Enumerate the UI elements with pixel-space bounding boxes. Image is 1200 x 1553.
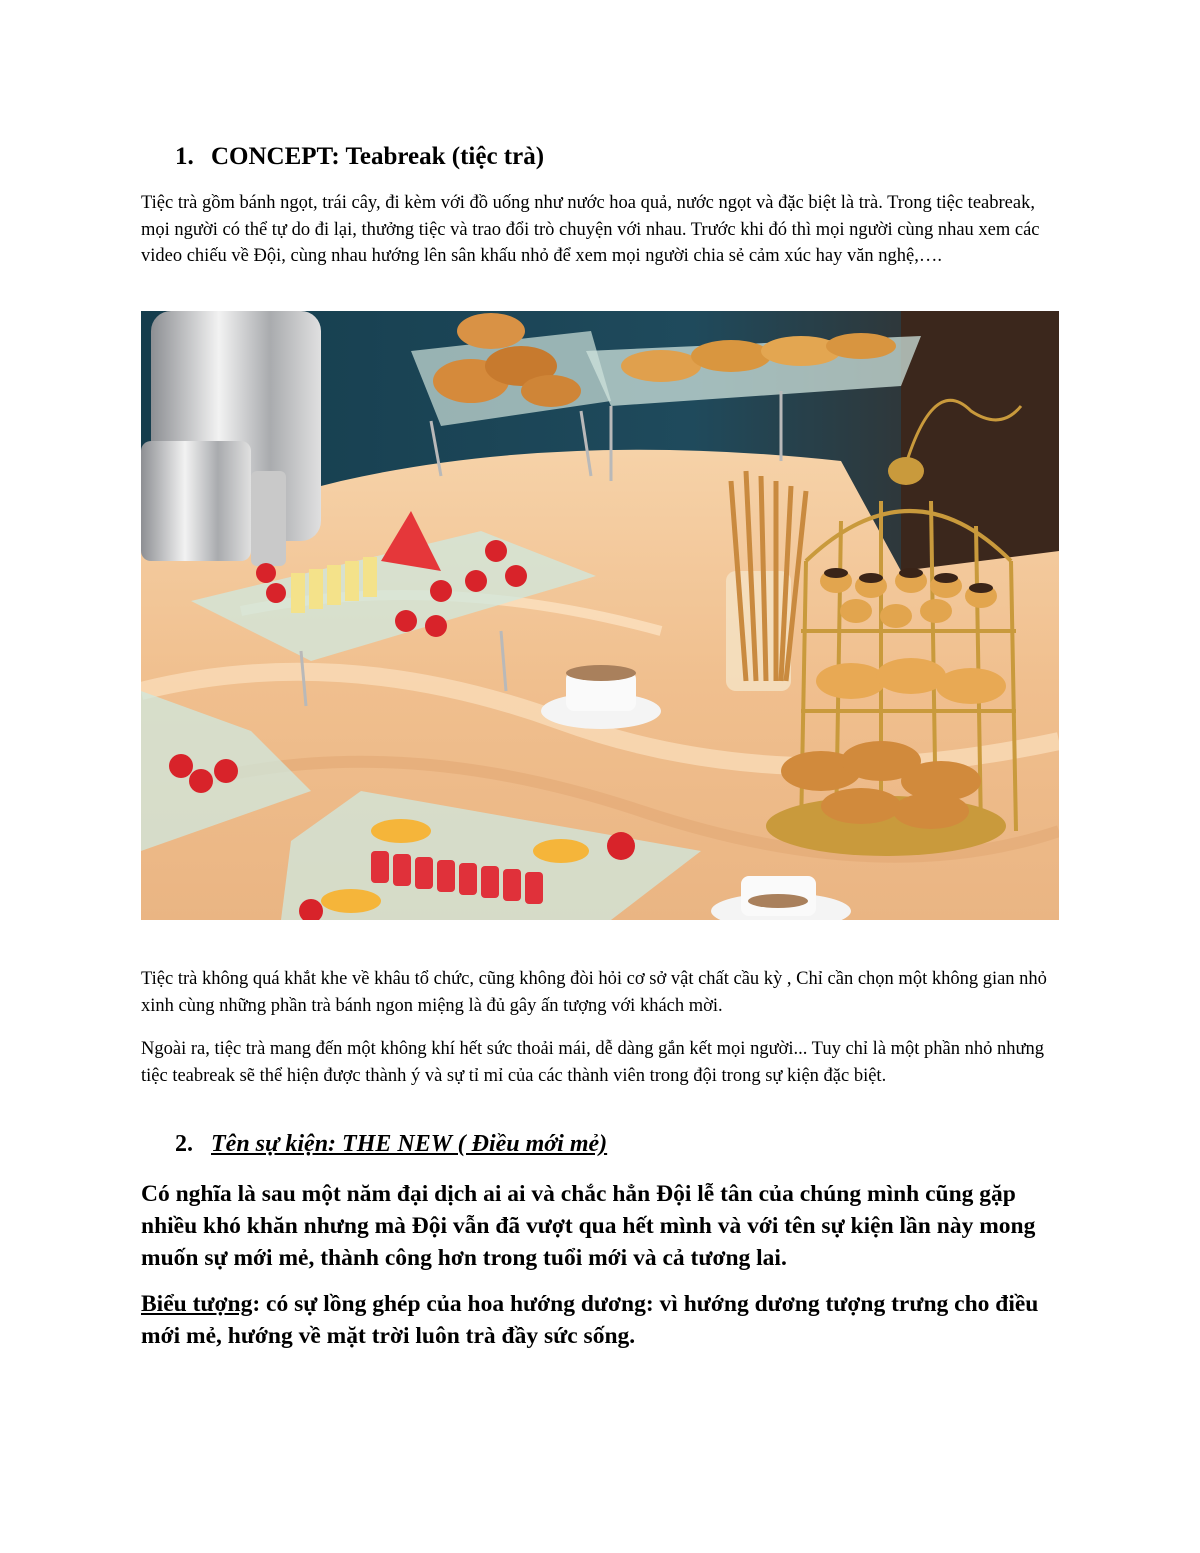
section-1-paragraph-1: Tiệc trà gồm bánh ngọt, trái cây, đi kèm với đồ uống như nước hoa quả, nước ngọt và đặc biệt là trà. Trong tiệc teabreak, mọi người có thể tự do đi lại, thưởng tiệc và trao đổi trò chuyện với nhau. Trước khi đó thì mọi người cùng nhau xem các video chiếu về Đội, cùng nhau hướng lên sân khấu nhỏ để xem mọi người chia sẻ cảm xúc hay văn nghệ,…. [141,193,1040,267]
symbol-label: Biểu tượng [141,1291,253,1317]
section-2-title: Tên sự kiện: THE NEW ( Điều mới mẻ) [211,1131,608,1157]
section-2-number: 2. [175,1131,193,1157]
section-1-title: CONCEPT: Teabreak (tiệc trà) [211,143,545,170]
section-2-paragraph-1: Có nghĩa là sau một năm đại dịch ai ai và chắc hẳn Đội lễ tân của chúng mình cũng gặp nhiều khó khăn nhưng mà Đội vẫn đã vượt qua hết mình và với tên sự kiện lần này mong muốn sự mới mẻ, thành công hơn trong tuổi mới và cả tương lai. [141,1181,1036,1271]
teabreak-buffet-photo [141,311,1059,920]
section-2-symbol-paragraph [141,1288,1071,1352]
symbol-text: : có sự lồng ghép của hoa hướng dương: vì hướng dương tượng trưng cho điều mới mẻ, hướng về mặt trời luôn trà đầy sức sống. [141,1291,1039,1349]
section-1-number: 1. [175,143,194,170]
section-2-heading [175,1131,607,1158]
section-1-heading [175,143,544,171]
section-1-paragraph-2: Tiệc trà không quá khắt khe về khâu tổ chức, cũng không đòi hỏi cơ sở vật chất cầu kỳ , Chỉ cần chọn một không gian nhỏ xinh cùng những phần trà bánh ngon miệng là đủ gây ấn tượng với khách mời. [141,969,1047,1016]
section-1-paragraph-3: Ngoài ra, tiệc trà mang đến một không khí hết sức thoải mái, dễ dàng gắn kết mọi người... Tuy chỉ là một phần nhỏ nhưng tiệc teabreak sẽ thể hiện được thành ý và sự tỉ mỉ của các thành viên trong đội trong sự kiện đặc biệt. [141,1039,1045,1086]
